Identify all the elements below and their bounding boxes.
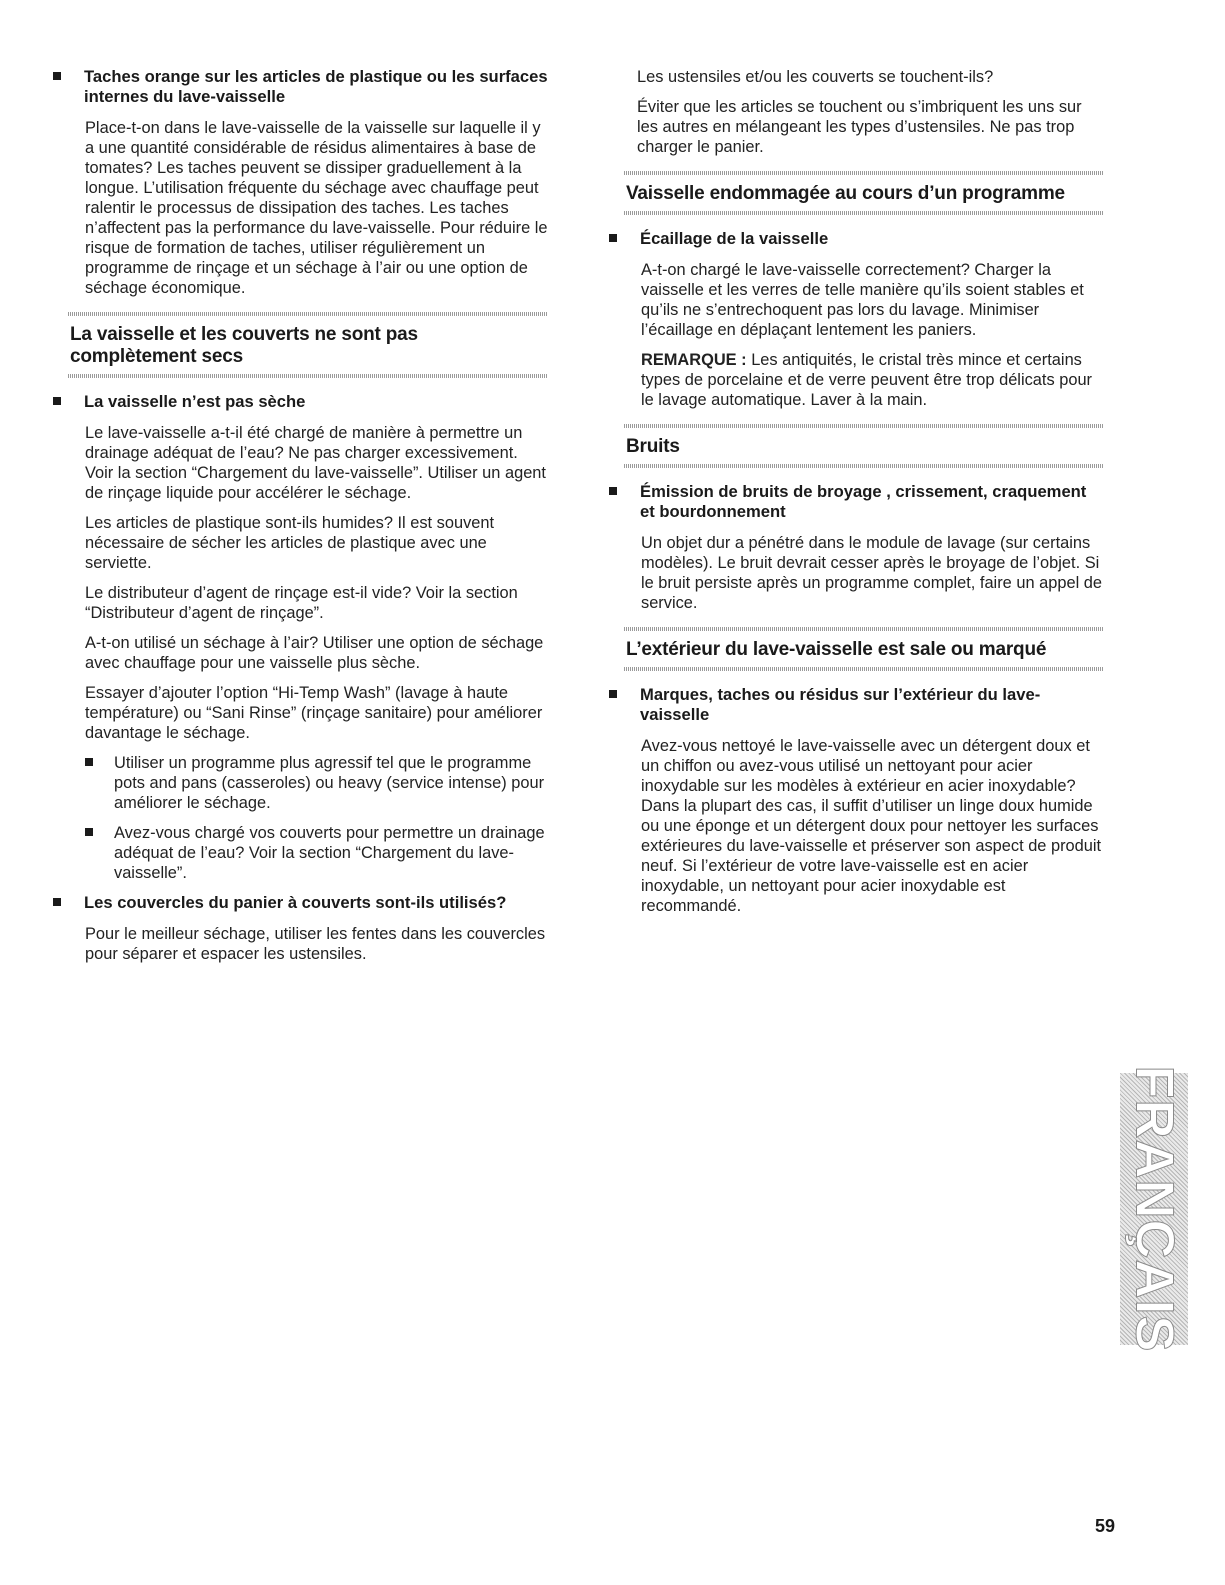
section-title-noises: Bruits — [626, 436, 680, 457]
note-label: REMARQUE : — [641, 351, 747, 369]
left-column — [48, 0, 548, 964]
bullet-square-icon — [609, 690, 617, 698]
language-tab-label: FRANÇAIS — [1124, 1065, 1184, 1353]
paragraph-air-dry: A-t-on utilisé un séchage à l’air? Utiliser une option de séchage avec chauffage pour une vaisselle plus sèche. — [85, 634, 544, 672]
paragraph-orange-stains: Place-t-on dans le lave-vaisselle de la vaisselle sur laquelle il y a une quantité considérable de résidus alimentaires à base de tomates? Les taches peuvent se dissiper graduellement à la longue. L’utilisation fréquente du séchage avec chauffage peut ralentir le processus de dissipation des taches. Les taches n’affectent pas la performance du lave-vaisselle. Pour réduire le risque de formation de taches, utiliser régulièrement un programme de rinçage et un séchage à l’air ou une option de séchage économique. — [85, 119, 548, 297]
language-tab — [1120, 1065, 1188, 1353]
bullet-heading-not-dry: La vaisselle n’est pas sèche — [48, 392, 548, 412]
bullet-square-icon — [609, 487, 617, 495]
section-title-damaged: Vaisselle endommagée au cours d’un programme — [626, 183, 1065, 204]
bullet-heading-orange-stains: Taches orange sur les articles de plastique ou les surfaces internes du lave-vaisselle — [48, 67, 548, 107]
right-column — [604, 0, 1104, 916]
bullet-heading-noises: Émission de bruits de broyage , crissement, craquement et bourdonnement — [604, 482, 1104, 522]
bullet-square-icon — [53, 397, 61, 405]
paragraph-basket-covers: Pour le meilleur séchage, utiliser les fentes dans les couvercles pour séparer et espacer les ustensiles. — [85, 925, 546, 963]
bullet-heading-exterior: Marques, taches ou résidus sur l’extérieur du lave-vaisselle — [604, 685, 1104, 725]
paragraph-exterior: Avez-vous nettoyé le lave-vaisselle avec un détergent doux et un chiffon ou avez-vous utilisé un nettoyant pour acier inoxydable sur les modèles à extérieur en acier inoxydable? Dans la plupart des cas, il suffit d’utiliser un linge doux humide ou une éponge et un détergent doux pour nettoyer les surfaces extérieures du lave-vaisselle et préserver son aspect de produit neuf. Si l’extérieur de votre lave-vaisselle est en acier inoxydable, un nettoyant pour acier inoxydable est recommandé. — [641, 737, 1102, 915]
paragraph-note — [641, 350, 1104, 410]
section-title-exterior: L’extérieur du lave-vaisselle est sale ou marqué — [626, 639, 1047, 660]
bullet-square-icon — [53, 72, 61, 80]
paragraph-plastic: Les articles de plastique sont-ils humides? Il est souvent nécessaire de sécher les articles de plastique avec une serviette. — [85, 514, 495, 572]
bullet-heading-basket-covers: Les couvercles du panier à couverts sont-ils utilisés? — [48, 893, 548, 913]
bullet-square-icon — [53, 898, 61, 906]
bullet-square-icon — [85, 828, 93, 836]
bullet-heading-chipping: Écaillage de la vaisselle — [604, 229, 1104, 249]
note-text: Les antiquités, le cristal très mince et certains types de porcelaine et de verre peuvent être trop délicats pour le lavage automatique. Laver à la main. — [641, 351, 1093, 409]
sub-bullet-silverware-loading: Avez-vous chargé vos couverts pour permettre un drainage adéquat de l’eau? Voir la section “Chargement du lave-vaisselle”. — [85, 823, 548, 883]
paragraph-chipping: A-t-on chargé le lave-vaisselle correctement? Charger la vaisselle et les verres de telle manière qu’ils soient stables et qu’ils ne s’entrechoquent pas lors du lavage. Minimiser l’écaillage en déplaçant lentement les paniers. — [641, 261, 1084, 339]
paragraph-noises: Un objet dur a pénétré dans le module de lavage (sur certains modèles). Le bruit devrait cesser après le broyage de l’objet. Si le bruit persiste après un programme complet, faire un appel de service. — [641, 534, 1103, 612]
sub-bullet-aggressive-cycle: Utiliser un programme plus agressif tel que le programme pots and pans (casseroles) ou heavy (service intense) pour améliorer le séchage. — [85, 753, 548, 813]
paragraph-utensils-touching: Les ustensiles et/ou les couverts se touchent-ils? — [637, 68, 994, 86]
paragraph-avoid-nesting: Éviter que les articles se touchent ou s’imbriquent les uns sur les autres en mélangeant les types d’ustensiles. Ne pas trop charger le panier. — [637, 98, 1082, 156]
bullet-square-icon — [609, 234, 617, 242]
section-title-not-dry: La vaisselle et les couverts ne sont pas complètement secs — [70, 324, 418, 367]
paragraph-loading: Le lave-vaisselle a-t-il été chargé de manière à permettre un drainage adéquat de l’eau? Ne pas charger excessivement. Voir la section “Chargement du lave-vaisselle”. Utiliser un agent de rinçage liquide pour accélérer le séchage. — [85, 424, 546, 502]
paragraph-dispenser: Le distributeur d’agent de rinçage est-il vide? Voir la section “Distributeur d’agent de rinçage”. — [85, 584, 518, 622]
page-number: 59 — [1095, 1516, 1116, 1536]
paragraph-hi-temp: Essayer d’ajouter l’option “Hi-Temp Wash” (lavage à haute température) ou “Sani Rinse” (rinçage sanitaire) pour améliorer davantage le séchage. — [85, 684, 543, 742]
bullet-square-icon — [85, 758, 93, 766]
